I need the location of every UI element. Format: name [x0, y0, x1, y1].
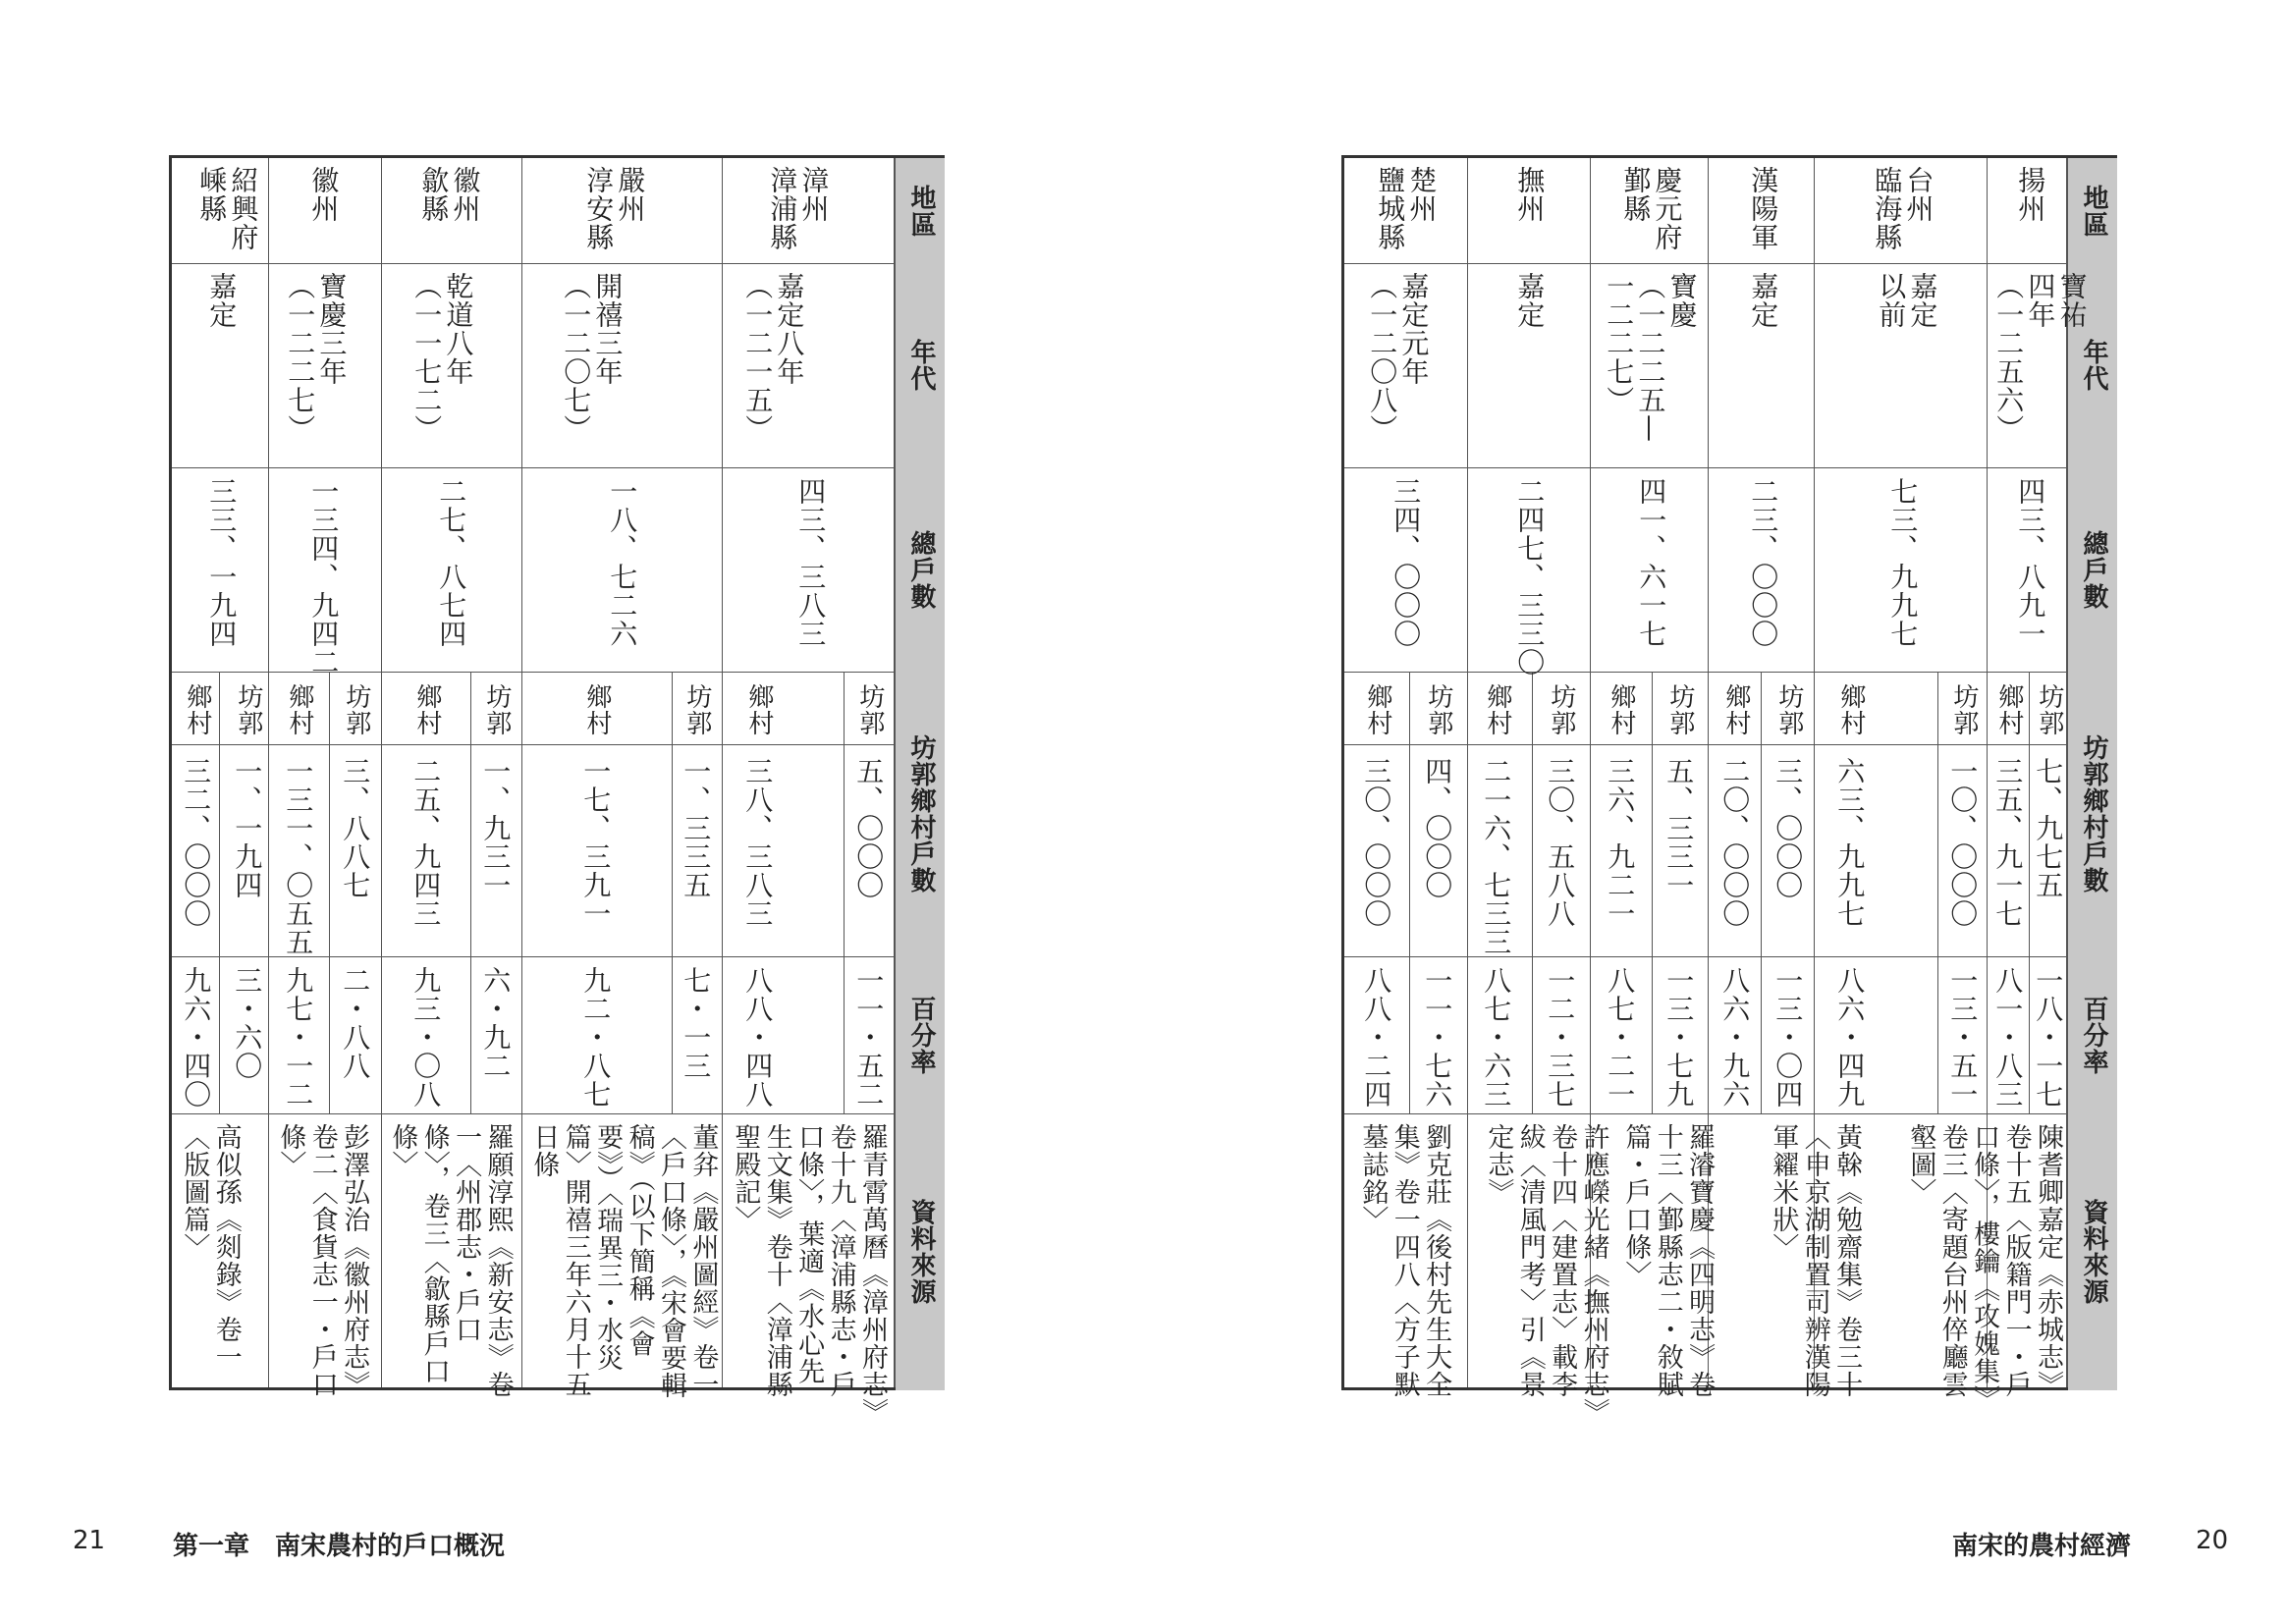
region-cell: 漢陽軍 [1747, 166, 1780, 251]
fangguo-label: 坊郭 [1773, 683, 1804, 736]
header-region: 地區 [2078, 184, 2108, 238]
era-cell: 嘉定元年 （一二〇八） [1366, 272, 1431, 443]
header-split-cell [2068, 672, 2117, 956]
fangguo-value: 三、〇〇〇 [1771, 757, 1805, 899]
header-split: 坊郭鄉村戶數 [2078, 734, 2108, 893]
fangguo-label: 坊郭 [1546, 683, 1576, 736]
source-cell: 劉克莊《後村先生大全 集》卷一四八〈方子默 墓誌銘〉 [1357, 1123, 1452, 1398]
header-pct: 百分率 [905, 995, 936, 1075]
xiangcun-pct: 八八・四八 [741, 966, 775, 1109]
fangguo-value: 三〇、五八八 [1544, 757, 1577, 928]
fangguo-value: 三、八八七 [339, 757, 372, 899]
source-cell: 陳耆卿嘉定《赤城志》 卷十五〈版籍門一・戶 口條〉，樓鑰《攻媿集》 卷三〈寄題台州倅廳雲 壑圖〉 [1905, 1123, 2063, 1413]
fangguo-label: 坊郭 [233, 683, 263, 736]
fangguo-value: 一、九三一 [479, 757, 513, 899]
fangguo-label: 坊郭 [341, 683, 371, 736]
xiangcun-value: 六三、九九七 [1833, 757, 1867, 928]
header-era: 年代 [905, 339, 936, 392]
xiangcun-pct: 九六・四〇 [180, 966, 213, 1109]
fangguo-label: 坊郭 [1948, 683, 1979, 736]
source-cell: 羅青霄萬曆《漳州府志》 卷十九〈漳浦縣志・戶 口條〉，葉適《水心先 生文集》卷十〈漳浦縣 聖殿記〉 [730, 1123, 888, 1426]
xiangcun-pct: 八八・二四 [1360, 966, 1393, 1109]
total-cell: 三三、一九四 [205, 477, 239, 648]
era-cell: 乾道八年 （一一七二） [410, 272, 475, 443]
total-cell: 四一、六一七 [1635, 477, 1668, 648]
era-cell: 嘉定 以前 [1875, 272, 1939, 329]
xiangcun-pct: 九二・八七 [579, 966, 613, 1109]
era-cell: 寶祐 四年 （一二五六） [1992, 272, 2089, 443]
fangguo-value: 一、三三五 [680, 757, 713, 899]
running-title-right: 南宋的農村經濟 [1952, 1532, 2132, 1561]
xiangcun-value: 三〇、〇〇〇 [1360, 757, 1393, 928]
fangguo-label: 坊郭 [2034, 683, 2064, 736]
xiangcun-pct: 九三・〇八 [409, 966, 443, 1109]
total-cell: 七三、九九七 [1886, 477, 1920, 648]
fangguo-value: 五、三三一 [1662, 757, 1696, 899]
fangguo-pct: 一二・三七 [1544, 966, 1577, 1109]
header-total: 總戶數 [905, 529, 936, 610]
right-table [1341, 155, 2117, 1426]
source-cell: 董弅《嚴州圖經》卷一 〈戶口條〉，《宋會要輯 稿》（以下簡稱《會 要》）〈瑞異三・水災 篇〉開禧三年六月十五 日條 [528, 1123, 719, 1399]
xiangcun-value: 一七、三九一 [579, 757, 613, 928]
xiangcun-pct: 八七・二一 [1604, 966, 1637, 1109]
total-cell: 四三、三八三 [794, 477, 828, 648]
xiangcun-label: 鄉村 [581, 683, 612, 736]
xiangcun-label: 鄉村 [284, 683, 314, 736]
total-cell: 二七、八七四 [435, 477, 468, 648]
xiangcun-label: 鄉村 [1482, 683, 1512, 736]
fangguo-pct: 一八・一七 [2032, 966, 2065, 1109]
header-source-cell [2068, 1113, 2117, 1390]
page-number-left: 21 [73, 1526, 106, 1555]
xiangcun-value: 三八、三八三 [741, 757, 775, 928]
header-pct-cell [896, 956, 945, 1113]
running-title-left: 第一章 南宋農村的戶口概況 [173, 1532, 506, 1561]
region-cell: 徽州 歙縣 [417, 166, 482, 223]
fangguo-pct: 一三・七九 [1662, 966, 1696, 1109]
xiangcun-value: 二五、九四三 [409, 757, 443, 928]
region-cell: 楚州 鹽城縣 [1374, 166, 1439, 251]
era-cell: 開禧三年 （一二〇七） [560, 272, 625, 443]
fangguo-label: 坊郭 [854, 683, 885, 736]
fangguo-pct: 七・一三 [680, 966, 713, 1080]
xiangcun-label: 鄉村 [1362, 683, 1392, 736]
xiangcun-label: 鄉村 [182, 683, 212, 736]
header-region: 地區 [905, 184, 936, 238]
xiangcun-label: 鄉村 [1720, 683, 1751, 736]
fangguo-pct: 二・八八 [339, 966, 372, 1080]
fangguo-value: 四、〇〇〇 [1421, 757, 1454, 899]
region-cell: 台州 臨海縣 [1871, 166, 1935, 251]
header-era-cell [896, 263, 945, 467]
era-cell: 嘉定 [1513, 272, 1547, 329]
xiangcun-value: 三五、九一七 [1991, 757, 2025, 928]
xiangcun-pct: 八六・四九 [1833, 966, 1867, 1109]
header-source: 資料來源 [905, 1199, 936, 1305]
fangguo-pct: 一一・七六 [1421, 966, 1454, 1109]
header-region-cell [2068, 158, 2117, 263]
xiangcun-value: 一三一、〇五五 [282, 757, 315, 956]
fangguo-value: 一〇、〇〇〇 [1946, 757, 1980, 928]
total-cell: 四三、八九一 [2014, 477, 2047, 648]
left-table [169, 155, 945, 1426]
era-cell: 寶慶 （一二二五— 一二二七） [1603, 272, 1699, 443]
xiangcun-label: 鄉村 [743, 683, 774, 736]
fangguo-label: 坊郭 [681, 683, 712, 736]
xiangcun-pct: 八七・六三 [1480, 966, 1513, 1109]
region-cell: 撫州 [1513, 166, 1547, 223]
source-cell: 許應嶸光緒《撫州府志》 卷十四〈建置志〉載李 紱〈清風門考〉引《景 定志》 [1483, 1123, 1609, 1426]
fangguo-value: 七、九七五 [2032, 757, 2065, 899]
era-cell: 嘉定 [205, 272, 239, 329]
fangguo-pct: 一三・〇四 [1771, 966, 1805, 1109]
header-pct: 百分率 [2078, 995, 2108, 1075]
header-total-cell [2068, 467, 2117, 672]
era-cell: 嘉定八年 （一二一五） [741, 272, 806, 443]
header-source-cell [896, 1113, 945, 1390]
header-pct-cell [2068, 956, 2117, 1113]
xiangcun-label: 鄉村 [1835, 683, 1866, 736]
fangguo-value: 五、〇〇〇 [852, 757, 886, 899]
region-cell: 揚州 [2014, 166, 2047, 223]
header-source: 資料來源 [2078, 1199, 2108, 1305]
fangguo-label: 坊郭 [1423, 683, 1453, 736]
header-split-cell [896, 672, 945, 956]
total-cell: 一八、七二六 [606, 477, 639, 648]
fangguo-pct: 三・六〇 [231, 966, 264, 1080]
fangguo-pct: 一三・五一 [1946, 966, 1980, 1109]
era-cell: 寶慶三年 （一二二七） [284, 272, 349, 443]
region-cell: 紹興府 嵊縣 [195, 166, 260, 251]
xiangcun-value: 三六、九二一 [1604, 757, 1637, 928]
total-cell: 二三、〇〇〇 [1747, 477, 1780, 648]
page-number-right: 20 [2196, 1526, 2229, 1555]
source-cell: 羅願淳熙《新安志》卷 一〈州郡志・戶口 條〉，卷三〈歙縣戶口 條〉 [387, 1123, 514, 1398]
xiangcun-label: 鄉村 [411, 683, 442, 736]
header-split: 坊郭鄉村戶數 [905, 734, 936, 893]
source-cell: 彭澤弘治《徽州府志》 卷二〈食貨志一・戶口 條〉 [275, 1123, 370, 1398]
header-total: 總戶數 [2078, 529, 2108, 610]
source-cell: 高似孫《剡錄》卷一 〈版圖篇〉 [179, 1123, 242, 1371]
header-total-cell [896, 467, 945, 672]
fangguo-pct: 一一・五二 [852, 966, 886, 1109]
fangguo-pct: 六・九二 [479, 966, 513, 1080]
source-cell: 羅濬寶慶《四明志》卷 十三〈鄞縣志二・敘賦 篇・戶口條〉 [1620, 1123, 1716, 1398]
xiangcun-pct: 八六・九六 [1718, 966, 1752, 1109]
xiangcun-pct: 九七・一二 [282, 966, 315, 1109]
total-cell: 一三四、九四二 [307, 477, 341, 677]
header-era: 年代 [2078, 339, 2108, 392]
header-region-cell [896, 158, 945, 263]
region-cell: 嚴州 淳安縣 [582, 166, 647, 251]
fangguo-value: 一、一九四 [231, 757, 264, 899]
xiangcun-label: 鄉村 [1993, 683, 2024, 736]
total-cell: 二四七、三三〇 [1513, 477, 1547, 677]
region-cell: 漳州 漳浦縣 [766, 166, 831, 251]
era-cell: 嘉定 [1747, 272, 1780, 329]
region-cell: 慶元府 鄞縣 [1619, 166, 1684, 251]
xiangcun-value: 二一六、七三三 [1480, 757, 1513, 956]
region-cell: 徽州 [307, 166, 341, 223]
xiangcun-value: 三二、〇〇〇 [180, 757, 213, 928]
total-cell: 三四、〇〇〇 [1390, 477, 1423, 648]
fangguo-label: 坊郭 [1664, 683, 1695, 736]
fangguo-label: 坊郭 [481, 683, 512, 736]
xiangcun-value: 二〇、〇〇〇 [1718, 757, 1752, 928]
xiangcun-pct: 八一・八三 [1991, 966, 2025, 1109]
source-cell: 黃榦《勉齋集》卷三十 〈申京湖制置司辨漢陽 軍糴米狀〉 [1768, 1123, 1863, 1398]
xiangcun-label: 鄉村 [1606, 683, 1636, 736]
